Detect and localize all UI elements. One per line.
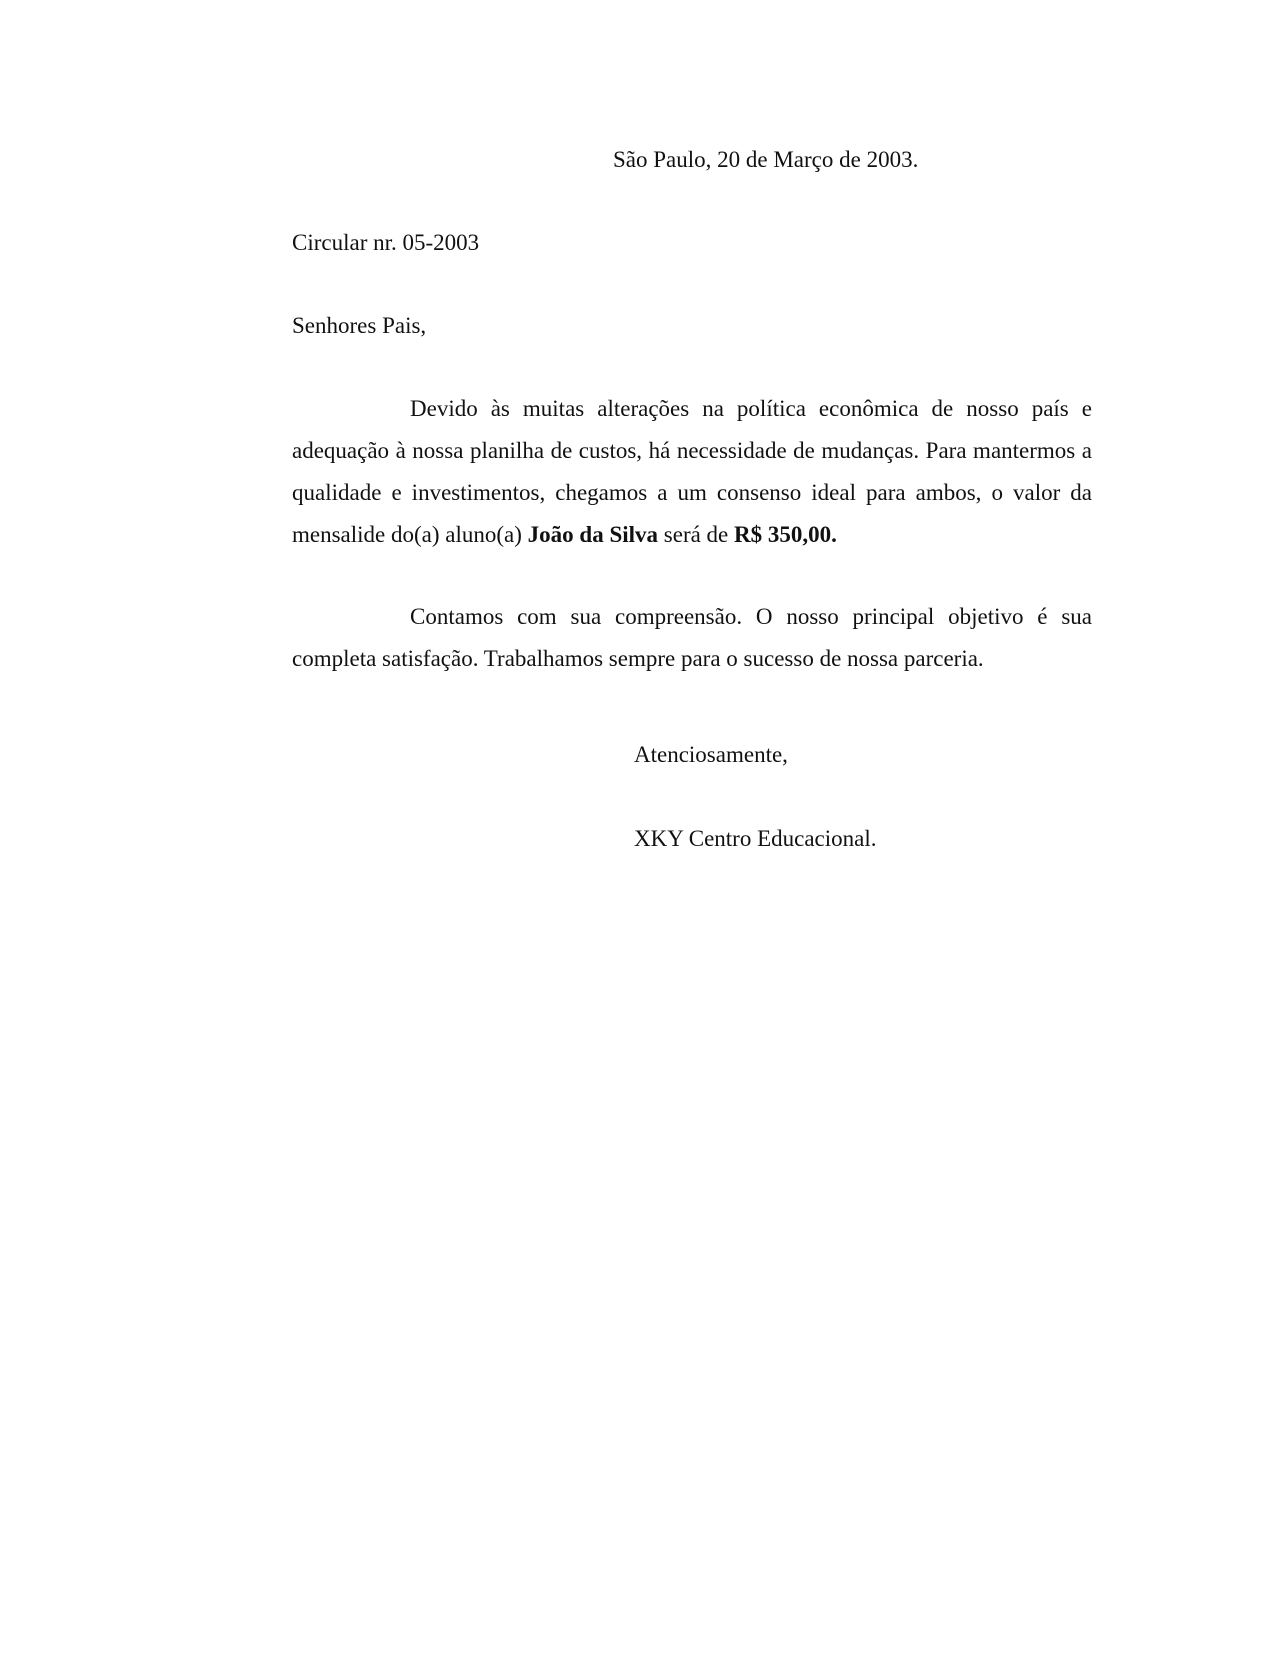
paragraph1-text: Devido às muitas alterações na política econômica de nosso país e adequação à nossa planilha de custos, há necessidade de mudanças. Para mantermos a qualidade e investimentos, chegamos a um consenso ideal para ambos, o valor da mensalide do(a) aluno(a) xyxy=(292,396,1092,547)
tuition-amount: R$ 350,00. xyxy=(734,522,837,547)
date-line: São Paulo, 20 de Março de 2003. xyxy=(613,147,919,172)
student-name: João da Silva xyxy=(527,522,659,547)
greeting: Senhores Pais, xyxy=(292,313,427,338)
paragraph-tuition-change xyxy=(292,388,1092,556)
closing: Atenciosamente, xyxy=(634,742,788,767)
circular-number: Circular nr. 05-2003 xyxy=(292,230,480,255)
signature: XKY Centro Educacional. xyxy=(634,826,877,851)
paragraph1-connector: será de xyxy=(658,522,735,547)
paragraph-thanks: Contamos com sua compreensão. O nosso principal objetivo é sua completa satisfação. Trabalhamos sempre para o sucesso de nossa parceria. xyxy=(292,604,1092,671)
